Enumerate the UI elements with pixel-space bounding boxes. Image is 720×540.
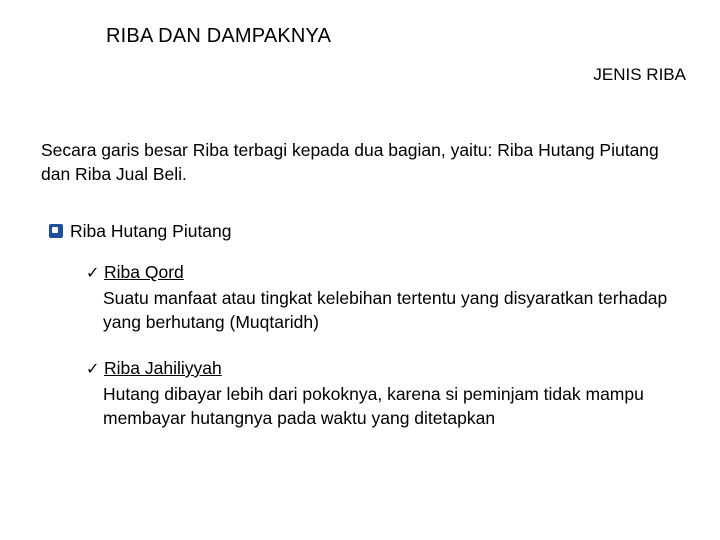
section-heading bbox=[49, 219, 232, 243]
slide-subtitle: JENIS RIBA bbox=[593, 65, 686, 84]
list-item-description: Suatu manfaat atau tingkat kelebihan tertentu yang disyaratkan terhadap yang berhutang (Muqtaridh) bbox=[103, 288, 668, 332]
list-item bbox=[86, 260, 686, 334]
check-icon: ✓ bbox=[86, 265, 100, 282]
intro-paragraph: Secara garis besar Riba terbagi kepada dua bagian, yaitu: Riba Hutang Piutang dan Riba Jual Beli. bbox=[41, 140, 659, 184]
list-item bbox=[86, 356, 686, 430]
list-item-description: Hutang dibayar lebih dari pokoknya, karena si peminjam tidak mampu membayar hutangnya pada waktu yang ditetapkan bbox=[103, 384, 644, 428]
list-item-label: Riba Qord bbox=[104, 262, 184, 282]
list-item-label: Riba Jahiliyyah bbox=[104, 358, 222, 378]
list-item-head bbox=[86, 260, 686, 286]
slide-title: RIBA DAN DAMPAKNYA bbox=[106, 25, 332, 47]
list-item-head bbox=[86, 356, 686, 382]
check-icon: ✓ bbox=[86, 361, 100, 378]
section-label: Riba Hutang Piutang bbox=[70, 221, 232, 241]
square-bullet-icon bbox=[49, 224, 63, 238]
